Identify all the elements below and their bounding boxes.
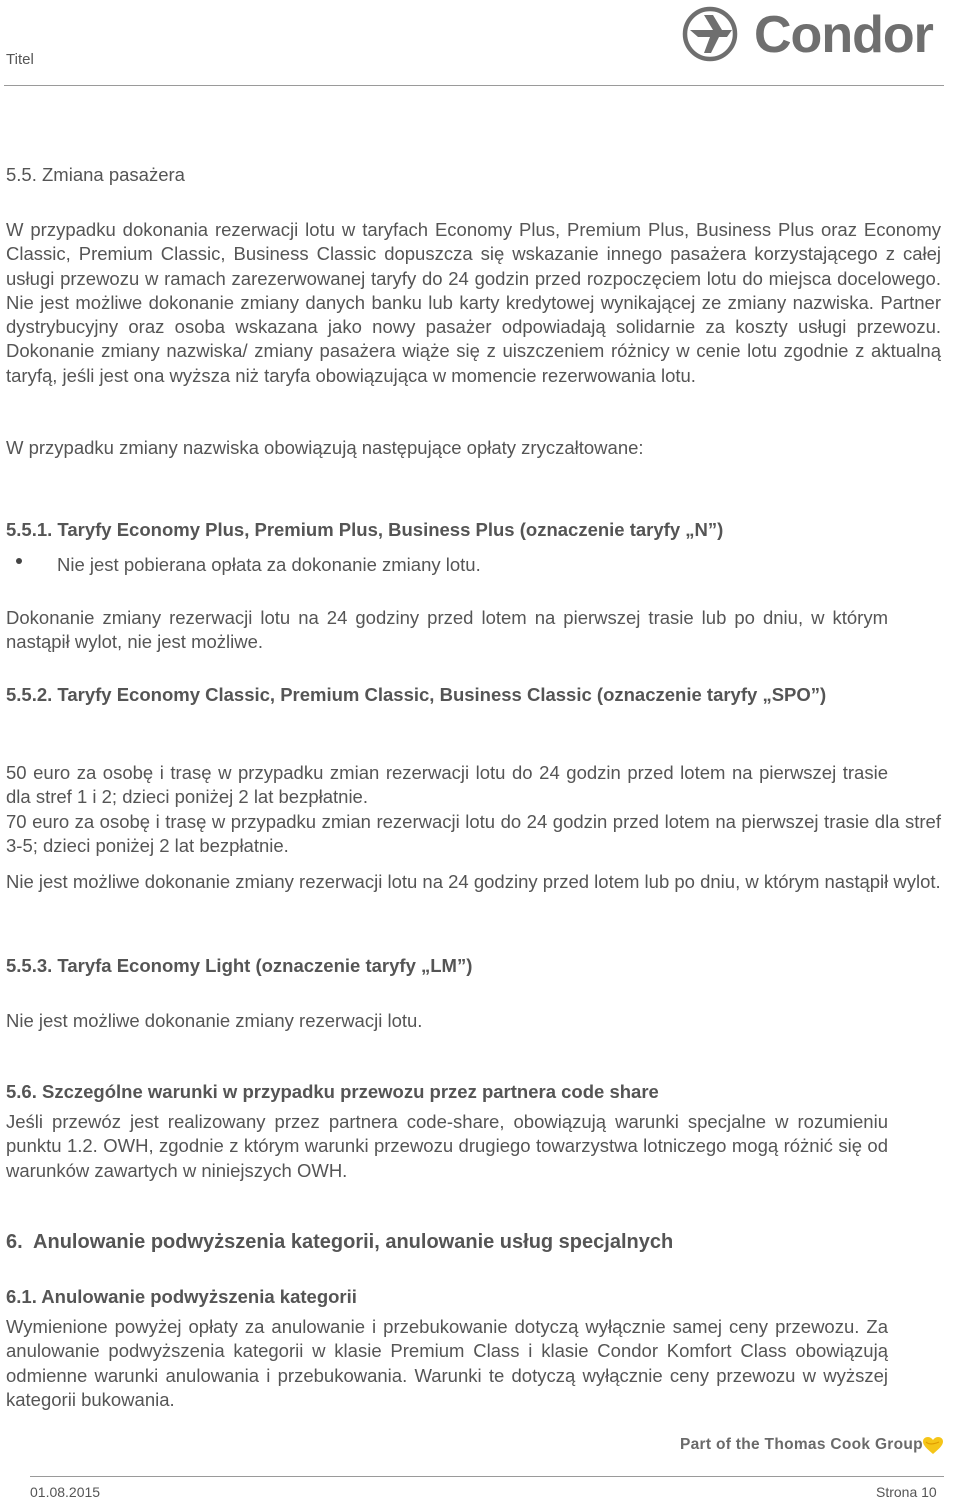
footer-page-number: Strona 10	[876, 1484, 937, 1500]
section-5-5-heading: 5.5. Zmiana pasażera	[6, 164, 185, 185]
section-6-heading: 6. Anulowanie podwyższenia kategorii, anulowanie usług specjalnych	[6, 1231, 674, 1253]
section-6-1-paragraph: Wymienione powyżej opłaty za anulowanie i przebukowanie dotyczą wyłącznie samej ceny przewozu. Za anulowanie podwyższenia kategorii w klasie Premium Class i klasie Condor Komfort Class obowiązują odmienne warunki anulowania i przebukowania. Warunki te dotyczą wyłącznie ceny przewozu w wyższej kategorii bukowania.	[6, 1316, 888, 1410]
section-5-6-paragraph: Jeśli przewóz jest realizowany przez partnera code-share, obowiązują warunki specjalne w rozumieniu punktu 1.2. OWH, zgodnie z którym warunki przewozu drugiego towarzystwa lotniczego mogą różnić się od warunków zawartych w niniejszych OWH.	[6, 1111, 888, 1181]
thomas-cook-group-logo	[680, 1434, 944, 1458]
header-divider	[4, 85, 944, 86]
header-title: Titel	[6, 51, 34, 68]
section-5-5-3-heading: 5.5.3. Taryfa Economy Light (oznaczenie taryfy „LM”)	[6, 955, 473, 976]
section-5-5-2-heading: 5.5.2. Taryfy Economy Classic, Premium Classic, Business Classic (oznaczenie taryfy „SPO”)	[6, 684, 827, 705]
section-5-6-heading: 5.6. Szczególne warunki w przypadku przewozu przez partnera code share	[6, 1081, 659, 1102]
section-6-1-heading: 6.1. Anulowanie podwyższenia kategorii	[6, 1286, 357, 1307]
section-5-5-1-bullet-item: Nie jest pobierana opłata za dokonanie zmiany lotu.	[57, 554, 481, 575]
footer-date: 01.08.2015	[30, 1484, 101, 1500]
section-5-5-1-paragraph: Dokonanie zmiany rezerwacji lotu na 24 godziny przed lotem na pierwszej trasie lub po dniu, w którym nastąpił wylot, nie jest możliwe.	[6, 607, 888, 653]
logo-wordmark: Condor	[754, 6, 933, 64]
section-5-5-fees-intro: W przypadku zmiany nazwiska obowiązują następujące opłaty zryczałtowane:	[6, 437, 644, 458]
footer-divider	[30, 1476, 944, 1477]
section-5-5-2-paragraph-3: Nie jest możliwe dokonanie zmiany rezerwacji lotu na 24 godziny przed lotem lub po dniu, w którym nastąpił wylot.	[6, 871, 941, 892]
condor-bird-icon	[680, 4, 742, 64]
section-5-5-1-heading: 5.5.1. Taryfy Economy Plus, Premium Plus, Business Plus (oznaczenie taryfy „N”)	[6, 519, 724, 540]
section-5-5-3-paragraph: Nie jest możliwe dokonanie zmiany rezerwacji lotu.	[6, 1010, 423, 1031]
group-text: Part of the Thomas Cook Group	[680, 1436, 923, 1453]
condor-logo	[680, 4, 944, 64]
bullet-dot	[16, 558, 22, 564]
section-5-5-paragraph: W przypadku dokonania rezerwacji lotu w taryfach Economy Plus, Premium Plus, Business Plus oraz Economy Classic, Premium Classic, Business Classic dopuszcza się wskazanie innego pasażera korzystającego z całej usługi przewozu w ramach zarezerwowanej taryfy do 24 godzin przed rozpoczęciem lotu do miejsca docelowego. Nie jest możliwe dokonanie zmiany danych banku lub karty kredytowej wynikającej ze zmiany nazwiska. Partner dystrybucyjny oraz osoba wskazana jako nowy pasażer odpowiadają solidarnie za koszty usługi przewozu. Dokonanie zmiany nazwiska/ zmiany pasażera wiąże się z uiszczeniem różnicy w cenie lotu zgodnie z aktualną taryfą, jeśli jest ona wyższa niż taryfa obowiązująca w momencie rezerwowania lotu.	[6, 219, 941, 386]
heart-icon	[922, 1436, 944, 1455]
section-5-5-2-paragraph-1: 50 euro za osobę i trasę w przypadku zmian rezerwacji lotu do 24 godzin przed lotem na pierwszej trasie dla stref 1 i 2; dzieci poniżej 2 lat bezpłatnie.	[6, 762, 888, 808]
section-5-5-2-paragraph-2: 70 euro za osobę i trasę w przypadku zmian rezerwacji lotu do 24 godzin przed lotem na pierwszej trasie dla stref 3-5; dzieci poniżej 2 lat bezpłatnie.	[6, 811, 941, 857]
